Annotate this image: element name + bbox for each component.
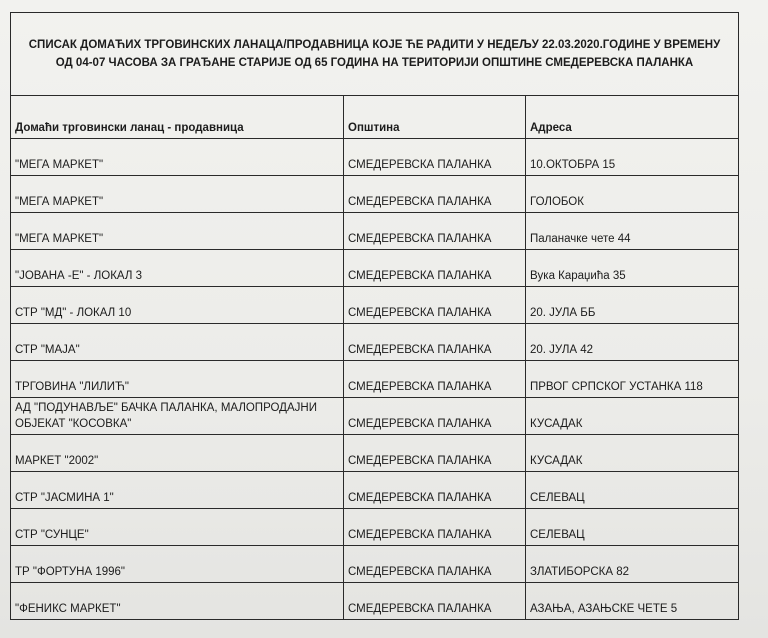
municipality-cell: СМЕДЕРЕВСКА ПАЛАНКА — [344, 435, 526, 472]
table-row — [11, 398, 739, 435]
store-cell: "МЕГА МАРКЕТ" — [11, 213, 344, 250]
table-row — [11, 472, 739, 509]
title-line-2: ОД 04-07 ЧАСОВА ЗА ГРАЂАНЕ СТАРИЈЕ ОД 65 ГОДИНА НА ТЕРИТОРИЈИ ОПШТИНЕ СМЕДЕРЕВСКА ПАЛАНКА — [55, 57, 694, 69]
title-row — [11, 13, 739, 96]
column-header-address: Адреса — [526, 96, 739, 139]
address-cell: КУСАДАК — [526, 435, 739, 472]
store-cell: ТР "ФОРТУНА 1996" — [11, 546, 344, 583]
municipality-cell: СМЕДЕРЕВСКА ПАЛАНКА — [344, 324, 526, 361]
municipality-cell: СМЕДЕРЕВСКА ПАЛАНКА — [344, 546, 526, 583]
store-cell: ТРГОВИНА "ЛИЛИЋ" — [11, 361, 344, 398]
store-cell: МАРКЕТ "2002" — [11, 435, 344, 472]
municipality-cell: СМЕДЕРЕВСКА ПАЛАНКА — [344, 176, 526, 213]
table-row — [11, 435, 739, 472]
store-cell: "ЈОВАНА -Е" - ЛОКАЛ 3 — [11, 250, 344, 287]
column-header-store: Домаћи трговински ланац - продавница — [11, 96, 344, 139]
municipality-cell: СМЕДЕРЕВСКА ПАЛАНКА — [344, 250, 526, 287]
table-row — [11, 287, 739, 324]
table-row — [11, 176, 739, 213]
table-row — [11, 361, 739, 398]
table-row — [11, 546, 739, 583]
address-cell: ГОЛОБОК — [526, 176, 739, 213]
store-cell: СТР "МАЈА" — [11, 324, 344, 361]
address-cell: Паланачке чете 44 — [526, 213, 739, 250]
municipality-cell: СМЕДЕРЕВСКА ПАЛАНКА — [344, 472, 526, 509]
address-cell: СЕЛЕВАЦ — [526, 472, 739, 509]
title-line-1: СПИСАК ДОМАЋИХ ТРГОВИНСКИХ ЛАНАЦА/ПРОДАВНИЦА КОЈЕ ЋЕ РАДИТИ У НЕДЕЉУ 22.03.2020.ГОДИНЕ У ВРЕМЕНУ — [28, 39, 721, 51]
municipality-cell: СМЕДЕРЕВСКА ПАЛАНКА — [344, 509, 526, 546]
table-row — [11, 583, 739, 620]
store-cell: СТР "МД" - ЛОКАЛ 10 — [11, 287, 344, 324]
table-row — [11, 509, 739, 546]
store-cell: СТР "ЈАСМИНА 1" — [11, 472, 344, 509]
store-cell: "МЕГА МАРКЕТ" — [11, 176, 344, 213]
municipality-cell: СМЕДЕРЕВСКА ПАЛАНКА — [344, 398, 526, 435]
municipality-cell: СМЕДЕРЕВСКА ПАЛАНКА — [344, 583, 526, 620]
document-title — [11, 13, 739, 96]
column-header-municipality: Општина — [344, 96, 526, 139]
municipality-cell: СМЕДЕРЕВСКА ПАЛАНКА — [344, 361, 526, 398]
stores-table — [10, 12, 739, 620]
municipality-cell: СМЕДЕРЕВСКА ПАЛАНКА — [344, 139, 526, 176]
address-cell: ЗЛАТИБОРСКА 82 — [526, 546, 739, 583]
address-cell: 20. ЈУЛА ББ — [526, 287, 739, 324]
store-cell: "МЕГА МАРКЕТ" — [11, 139, 344, 176]
table-row — [11, 250, 739, 287]
address-cell: АЗАЊА, АЗАЊСКЕ ЧЕТЕ 5 — [526, 583, 739, 620]
municipality-cell: СМЕДЕРЕВСКА ПАЛАНКА — [344, 213, 526, 250]
address-cell: 10.ОКТОБРА 15 — [526, 139, 739, 176]
store-cell: СТР "СУНЦЕ" — [11, 509, 344, 546]
address-cell: 20. ЈУЛА 42 — [526, 324, 739, 361]
store-cell: АД "ПОДУНАВЉЕ" БАЧКА ПАЛАНКА, МАЛОПРОДАЈНИ ОБЈЕКАТ "КОСОВКА" — [11, 398, 344, 435]
table-row — [11, 213, 739, 250]
address-cell: Вука Караџића 35 — [526, 250, 739, 287]
address-cell: КУСАДАК — [526, 398, 739, 435]
table-row — [11, 324, 739, 361]
table-row — [11, 139, 739, 176]
header-row — [11, 96, 739, 139]
address-cell: ПРВОГ СРПСКОГ УСТАНКА 118 — [526, 361, 739, 398]
municipality-cell: СМЕДЕРЕВСКА ПАЛАНКА — [344, 287, 526, 324]
address-cell: СЕЛЕВАЦ — [526, 509, 739, 546]
store-cell: "ФЕНИКС МАРКЕТ" — [11, 583, 344, 620]
